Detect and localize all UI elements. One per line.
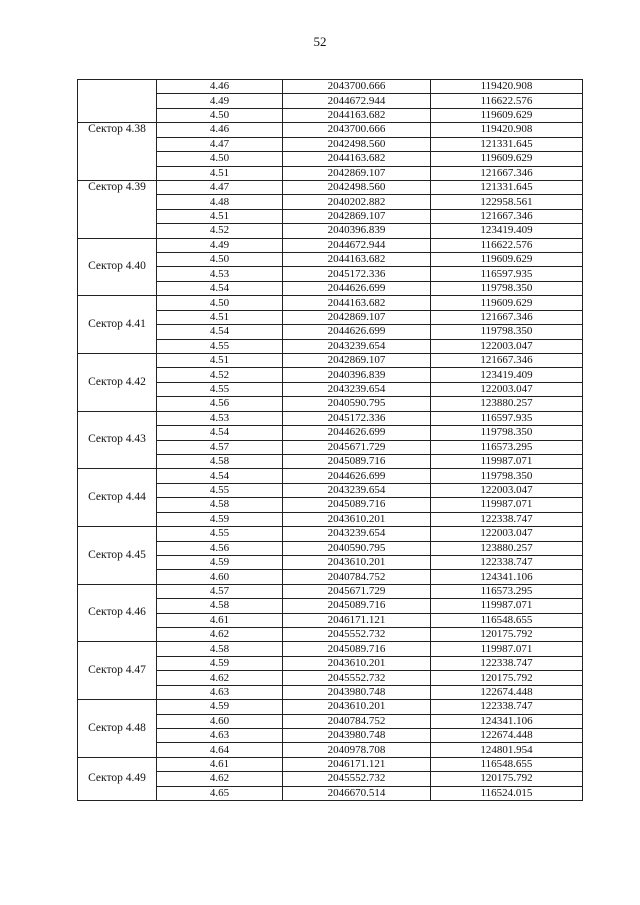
point-number-cell: 4.55 — [157, 382, 283, 396]
point-number-cell: 4.64 — [157, 743, 283, 757]
x-coordinate-cell: 2040978.708 — [283, 743, 431, 757]
page-number: 52 — [313, 34, 327, 49]
table-row — [78, 527, 583, 541]
point-number-cell: 4.47 — [157, 137, 283, 151]
y-coordinate-cell: 123419.409 — [431, 368, 583, 382]
point-number-cell: 4.56 — [157, 397, 283, 411]
y-coordinate-cell: 123880.257 — [431, 541, 583, 555]
sector-label — [78, 80, 157, 123]
table-row — [78, 642, 583, 656]
x-coordinate-cell: 2043700.666 — [283, 80, 431, 94]
y-coordinate-cell: 119987.071 — [431, 599, 583, 613]
x-coordinate-cell: 2044163.682 — [283, 296, 431, 310]
point-number-cell: 4.50 — [157, 152, 283, 166]
table-row — [78, 757, 583, 771]
table-row — [78, 469, 583, 483]
y-coordinate-cell: 121667.346 — [431, 209, 583, 223]
point-number-cell: 4.62 — [157, 772, 283, 786]
y-coordinate-cell: 122003.047 — [431, 339, 583, 353]
x-coordinate-cell: 2046670.514 — [283, 786, 431, 800]
point-number-cell: 4.55 — [157, 339, 283, 353]
x-coordinate-cell: 2042498.560 — [283, 180, 431, 194]
table-row — [78, 584, 583, 598]
y-coordinate-cell: 116548.655 — [431, 613, 583, 627]
point-number-cell: 4.50 — [157, 108, 283, 122]
point-number-cell: 4.46 — [157, 123, 283, 137]
x-coordinate-cell: 2042869.107 — [283, 166, 431, 180]
y-coordinate-cell: 122674.448 — [431, 685, 583, 699]
x-coordinate-cell: 2044672.944 — [283, 238, 431, 252]
x-coordinate-cell: 2044626.699 — [283, 325, 431, 339]
x-coordinate-cell: 2042869.107 — [283, 310, 431, 324]
y-coordinate-cell: 119798.350 — [431, 281, 583, 295]
x-coordinate-cell: 2045089.716 — [283, 498, 431, 512]
point-number-cell: 4.55 — [157, 527, 283, 541]
point-number-cell: 4.59 — [157, 700, 283, 714]
x-coordinate-cell: 2044163.682 — [283, 152, 431, 166]
y-coordinate-cell: 121667.346 — [431, 354, 583, 368]
x-coordinate-cell: 2043239.654 — [283, 483, 431, 497]
x-coordinate-cell: 2045172.336 — [283, 411, 431, 425]
point-number-cell: 4.52 — [157, 224, 283, 238]
sector-label: Сектор 4.48 — [78, 700, 157, 758]
y-coordinate-cell: 124341.106 — [431, 714, 583, 728]
x-coordinate-cell: 2042869.107 — [283, 354, 431, 368]
point-number-cell: 4.54 — [157, 469, 283, 483]
x-coordinate-cell: 2043980.748 — [283, 728, 431, 742]
point-number-cell: 4.60 — [157, 570, 283, 584]
x-coordinate-cell: 2045671.729 — [283, 584, 431, 598]
point-number-cell: 4.51 — [157, 354, 283, 368]
y-coordinate-cell: 120175.792 — [431, 772, 583, 786]
y-coordinate-cell: 122003.047 — [431, 483, 583, 497]
y-coordinate-cell: 121667.346 — [431, 166, 583, 180]
point-number-cell: 4.59 — [157, 555, 283, 569]
y-coordinate-cell: 119609.629 — [431, 253, 583, 267]
point-number-cell: 4.53 — [157, 267, 283, 281]
x-coordinate-cell: 2043610.201 — [283, 512, 431, 526]
point-number-cell: 4.63 — [157, 728, 283, 742]
y-coordinate-cell: 116548.655 — [431, 757, 583, 771]
point-number-cell: 4.49 — [157, 238, 283, 252]
y-coordinate-cell: 122958.561 — [431, 195, 583, 209]
y-coordinate-cell: 116524.015 — [431, 786, 583, 800]
y-coordinate-cell: 124341.106 — [431, 570, 583, 584]
y-coordinate-cell: 119987.071 — [431, 498, 583, 512]
y-coordinate-cell: 119609.629 — [431, 152, 583, 166]
sector-label: Сектор 4.41 — [78, 296, 157, 354]
point-number-cell: 4.63 — [157, 685, 283, 699]
point-number-cell: 4.52 — [157, 368, 283, 382]
table-row — [78, 700, 583, 714]
sector-label: Сектор 4.46 — [78, 584, 157, 642]
y-coordinate-cell: 122003.047 — [431, 382, 583, 396]
coordinates-table-body — [78, 80, 583, 801]
table-row — [78, 296, 583, 310]
x-coordinate-cell: 2045089.716 — [283, 454, 431, 468]
point-number-cell: 4.47 — [157, 180, 283, 194]
y-coordinate-cell: 122338.747 — [431, 700, 583, 714]
sector-label: Сектор 4.44 — [78, 469, 157, 527]
x-coordinate-cell: 2040784.752 — [283, 714, 431, 728]
x-coordinate-cell: 2046171.121 — [283, 613, 431, 627]
y-coordinate-cell: 119798.350 — [431, 325, 583, 339]
y-coordinate-cell: 119420.908 — [431, 123, 583, 137]
y-coordinate-cell: 119798.350 — [431, 426, 583, 440]
table-row — [78, 354, 583, 368]
x-coordinate-cell: 2044672.944 — [283, 94, 431, 108]
x-coordinate-cell: 2043610.201 — [283, 555, 431, 569]
sector-label: Сектор 4.42 — [78, 354, 157, 412]
x-coordinate-cell: 2042869.107 — [283, 209, 431, 223]
y-coordinate-cell: 119609.629 — [431, 108, 583, 122]
sector-label: Сектор 4.49 — [78, 757, 157, 800]
table-row — [78, 180, 583, 194]
y-coordinate-cell: 119987.071 — [431, 454, 583, 468]
x-coordinate-cell: 2043239.654 — [283, 527, 431, 541]
x-coordinate-cell: 2045552.732 — [283, 671, 431, 685]
x-coordinate-cell: 2043610.201 — [283, 700, 431, 714]
y-coordinate-cell: 121331.645 — [431, 137, 583, 151]
x-coordinate-cell: 2044626.699 — [283, 426, 431, 440]
y-coordinate-cell: 116573.295 — [431, 440, 583, 454]
point-number-cell: 4.50 — [157, 296, 283, 310]
sector-label: Сектор 4.43 — [78, 411, 157, 469]
point-number-cell: 4.60 — [157, 714, 283, 728]
x-coordinate-cell: 2040396.839 — [283, 224, 431, 238]
point-number-cell: 4.50 — [157, 253, 283, 267]
x-coordinate-cell: 2043980.748 — [283, 685, 431, 699]
y-coordinate-cell: 116622.576 — [431, 238, 583, 252]
x-coordinate-cell: 2045089.716 — [283, 599, 431, 613]
x-coordinate-cell: 2043610.201 — [283, 656, 431, 670]
x-coordinate-cell: 2045172.336 — [283, 267, 431, 281]
x-coordinate-cell: 2040784.752 — [283, 570, 431, 584]
y-coordinate-cell: 123419.409 — [431, 224, 583, 238]
x-coordinate-cell: 2044163.682 — [283, 253, 431, 267]
x-coordinate-cell: 2045671.729 — [283, 440, 431, 454]
y-coordinate-cell: 116597.935 — [431, 411, 583, 425]
coordinates-table — [77, 79, 583, 801]
x-coordinate-cell: 2043700.666 — [283, 123, 431, 137]
x-coordinate-cell: 2045552.732 — [283, 628, 431, 642]
x-coordinate-cell: 2046171.121 — [283, 757, 431, 771]
point-number-cell: 4.57 — [157, 584, 283, 598]
y-coordinate-cell: 120175.792 — [431, 628, 583, 642]
x-coordinate-cell: 2044626.699 — [283, 281, 431, 295]
y-coordinate-cell: 116622.576 — [431, 94, 583, 108]
point-number-cell: 4.59 — [157, 656, 283, 670]
point-number-cell: 4.54 — [157, 325, 283, 339]
sector-label: Сектор 4.38 — [78, 123, 157, 181]
y-coordinate-cell: 119420.908 — [431, 80, 583, 94]
table-row — [78, 238, 583, 252]
x-coordinate-cell: 2045552.732 — [283, 772, 431, 786]
point-number-cell: 4.51 — [157, 166, 283, 180]
x-coordinate-cell: 2040396.839 — [283, 368, 431, 382]
sector-label: Сектор 4.40 — [78, 238, 157, 296]
y-coordinate-cell: 122338.747 — [431, 555, 583, 569]
point-number-cell: 4.58 — [157, 454, 283, 468]
point-number-cell: 4.51 — [157, 310, 283, 324]
y-coordinate-cell: 116597.935 — [431, 267, 583, 281]
y-coordinate-cell: 122338.747 — [431, 656, 583, 670]
y-coordinate-cell: 119609.629 — [431, 296, 583, 310]
point-number-cell: 4.49 — [157, 94, 283, 108]
y-coordinate-cell: 122338.747 — [431, 512, 583, 526]
x-coordinate-cell: 2044626.699 — [283, 469, 431, 483]
x-coordinate-cell: 2044163.682 — [283, 108, 431, 122]
y-coordinate-cell: 116573.295 — [431, 584, 583, 598]
x-coordinate-cell: 2045089.716 — [283, 642, 431, 656]
point-number-cell: 4.57 — [157, 440, 283, 454]
y-coordinate-cell: 122674.448 — [431, 728, 583, 742]
point-number-cell: 4.55 — [157, 483, 283, 497]
point-number-cell: 4.61 — [157, 613, 283, 627]
point-number-cell: 4.54 — [157, 281, 283, 295]
x-coordinate-cell: 2040590.795 — [283, 397, 431, 411]
point-number-cell: 4.65 — [157, 786, 283, 800]
y-coordinate-cell: 119987.071 — [431, 642, 583, 656]
point-number-cell: 4.54 — [157, 426, 283, 440]
point-number-cell: 4.62 — [157, 628, 283, 642]
table-row — [78, 80, 583, 94]
y-coordinate-cell: 123880.257 — [431, 397, 583, 411]
point-number-cell: 4.48 — [157, 195, 283, 209]
y-coordinate-cell: 119798.350 — [431, 469, 583, 483]
x-coordinate-cell: 2040202.882 — [283, 195, 431, 209]
y-coordinate-cell: 121331.645 — [431, 180, 583, 194]
point-number-cell: 4.58 — [157, 498, 283, 512]
sector-label: Сектор 4.39 — [78, 180, 157, 238]
sector-label: Сектор 4.45 — [78, 527, 157, 585]
x-coordinate-cell: 2043239.654 — [283, 339, 431, 353]
point-number-cell: 4.51 — [157, 209, 283, 223]
point-number-cell: 4.61 — [157, 757, 283, 771]
y-coordinate-cell: 120175.792 — [431, 671, 583, 685]
y-coordinate-cell: 121667.346 — [431, 310, 583, 324]
table-row — [78, 411, 583, 425]
point-number-cell: 4.53 — [157, 411, 283, 425]
point-number-cell: 4.58 — [157, 642, 283, 656]
y-coordinate-cell: 124801.954 — [431, 743, 583, 757]
point-number-cell: 4.58 — [157, 599, 283, 613]
sector-label: Сектор 4.47 — [78, 642, 157, 700]
x-coordinate-cell: 2043239.654 — [283, 382, 431, 396]
x-coordinate-cell: 2042498.560 — [283, 137, 431, 151]
point-number-cell: 4.62 — [157, 671, 283, 685]
point-number-cell: 4.56 — [157, 541, 283, 555]
table-row — [78, 123, 583, 137]
x-coordinate-cell: 2040590.795 — [283, 541, 431, 555]
point-number-cell: 4.59 — [157, 512, 283, 526]
point-number-cell: 4.46 — [157, 80, 283, 94]
y-coordinate-cell: 122003.047 — [431, 527, 583, 541]
